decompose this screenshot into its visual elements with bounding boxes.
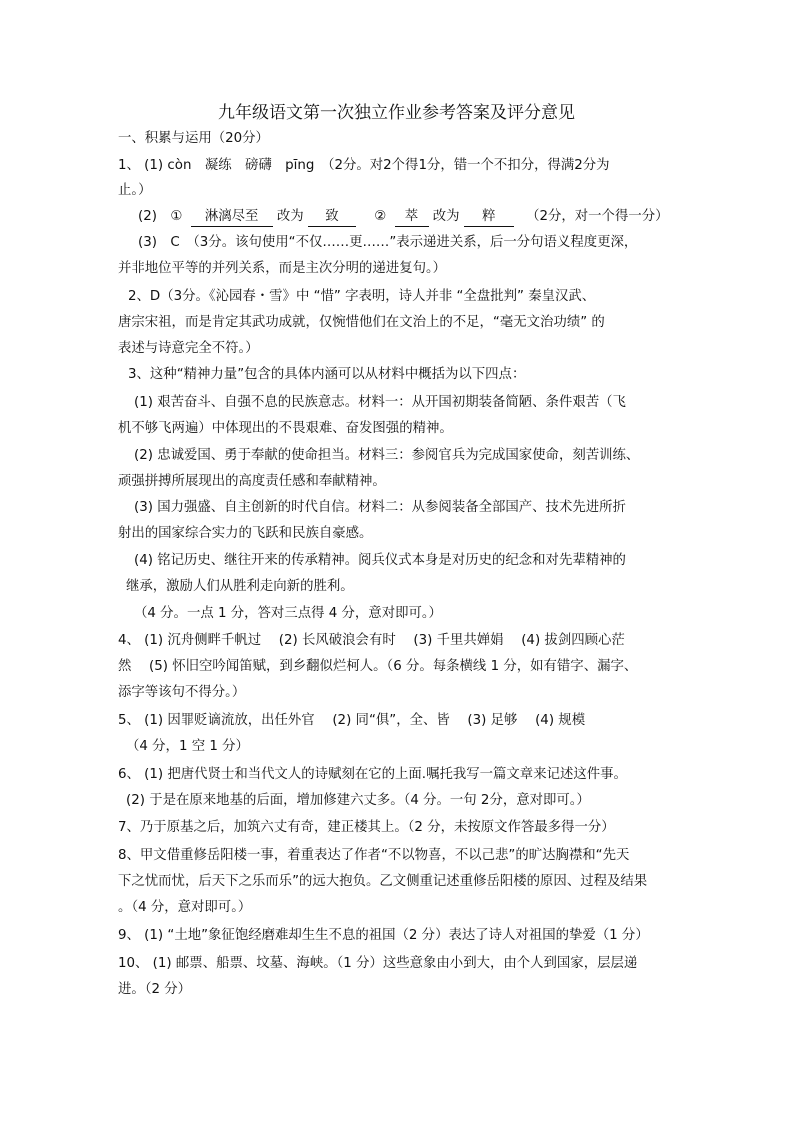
correct-char-blank: 致 bbox=[308, 208, 356, 227]
q3-point1-line-1: (1) 艰苦奋斗、自强不息的民族意志。材料一：从开国初期装备简陋、条件艰苦（飞 bbox=[134, 395, 626, 410]
q1-line-1: 1、 (1) còn 凝练 磅礴 pīng （2分。对2个得1分，错一个不扣分，得满2分为 bbox=[118, 158, 610, 173]
q8-line-3: 。（4 分，意对即可。） bbox=[118, 900, 252, 915]
correct-char-blank: 粹 bbox=[464, 208, 514, 227]
q5-line-2: （4 分，1 空 1 分） bbox=[126, 739, 249, 754]
q6-line-2: (2) 于是在原来地基的后面，增加修建六丈多。（4 分。一句 2分，意对即可。） bbox=[126, 793, 590, 808]
q1-part2-line bbox=[138, 204, 669, 230]
q3-score: （4 分。一点 1 分，答对三点得 4 分，意对即可。） bbox=[134, 606, 442, 621]
q6-line-1: 6、 (1) 把唐代贤士和当代文人的诗赋刻在它的上面.嘱托我写一篇文章来记述这件事。 bbox=[118, 767, 627, 782]
q3-point4-line-2: 继承，激励人们从胜利走向新的胜利。 bbox=[126, 579, 354, 594]
q1-part2-lead: (2) ① bbox=[138, 209, 183, 224]
q4-line-1: 4、 (1) 沉舟侧畔千帆过 (2) 长风破浪会有时 (3) 千里共婵娟 (4) 拔剑四顾心茫 bbox=[118, 633, 625, 648]
change-to-label: 改为 bbox=[276, 209, 304, 224]
q9-line: 9、 (1) “土地”象征饱经磨难却生生不息的祖国（2 分）表达了诗人对祖国的挚爱（1 分） bbox=[118, 928, 649, 943]
q8-line-2: 下之忧而忧，后天下之乐而乐”的远大抱负。乙文侧重记述重修岳阳楼的原因、过程及结果 bbox=[118, 874, 648, 889]
q8-line-1: 8、甲文借重修岳阳楼一事，着重表达了作者“不以物喜，不以己悲”的旷达胸襟和“先天 bbox=[118, 848, 630, 863]
q1-part3-line-2: 并非地位平等的并列关系，而是主次分明的递进复句。） bbox=[118, 261, 447, 276]
q10-line-1: 10、 (1) 邮票、船票、坟墓、海峡。（1 分）这些意象由小到大，由个人到国家，层层递 bbox=[118, 956, 638, 971]
q3-point2-line-2: 顽强拼搏所展现出的高度责任感和奉献精神。 bbox=[118, 474, 386, 489]
q1-part2-item2: ② bbox=[374, 209, 387, 224]
wrong-char-blank: 萃 bbox=[395, 208, 429, 227]
q3-point3-line-1: (3) 国力强盛、自主创新的时代自信。材料二：从参阅装备全部国产、技术先进所折 bbox=[134, 500, 626, 515]
q3-point4-line-1: (4) 铭记历史、继往开来的传承精神。阅兵仪式本身是对历史的纪念和对先辈精神的 bbox=[134, 553, 626, 568]
q2-line-1: 2、D（3分。《沁园春・雪》中 “惜” 字表明，诗人并非 “全盘批判” 秦皇汉武、 bbox=[128, 289, 596, 304]
q10-line-2: 进。（2 分） bbox=[118, 982, 192, 997]
q4-line-3: 添字等该句不得分。） bbox=[118, 685, 246, 700]
q2-line-3: 表述与诗意完全不符。） bbox=[118, 341, 259, 356]
q3-point1-line-2: 机不够飞两遍）中体现出的不畏艰难、奋发图强的精神。 bbox=[118, 421, 453, 436]
change-to-label: 改为 bbox=[432, 209, 460, 224]
q1-line-2: 止。） bbox=[118, 183, 152, 198]
q1-part2-score: （2分，对一个得一分） bbox=[526, 209, 669, 224]
q3-point3-line-2: 射出的国家综合实力的飞跃和民族自豪感。 bbox=[118, 526, 373, 541]
q1-part3-line-1: (3) C （3分。该句使用“不仅……更……”表示递进关系，后一分句语义程度更深， bbox=[138, 235, 638, 250]
q5-line-1: 5、 (1) 因罪贬谪流放，出任外官 (2) 同“俱”，全、皆 (3) 足够 (4) 规模 bbox=[118, 713, 586, 728]
q2-line-2: 唐宗宋祖，而是肯定其武功成就，仅惋惜他们在文治上的不足，“毫无文治功绩” 的 bbox=[118, 315, 605, 330]
q4-line-2: 然 (5) 怀旧空吟闻笛赋，到乡翻似烂柯人。（6 分。每条横线 1 分，如有错字、漏字、 bbox=[118, 659, 638, 674]
page-title: 九年级语文第一次独立作业参考答案及评分意见 bbox=[218, 103, 575, 123]
section-heading: 一、积累与运用（20分） bbox=[118, 131, 269, 146]
wrong-word-blank: 淋漓尽至 bbox=[191, 208, 273, 227]
q3-intro: 3、这种“精神力量”包含的具体内涵可以从材料中概括为以下四点： bbox=[128, 367, 526, 382]
q3-point2-line-1: (2) 忠诚爱国、勇于奉献的使命担当。材料三：参阅官兵为完成国家使命，刻苦训练、 bbox=[134, 448, 640, 463]
q7-line: 7、乃于原基之后，加筑六丈有奇，建正楼其上。（2 分，未按原文作答最多得一分） bbox=[118, 820, 615, 835]
